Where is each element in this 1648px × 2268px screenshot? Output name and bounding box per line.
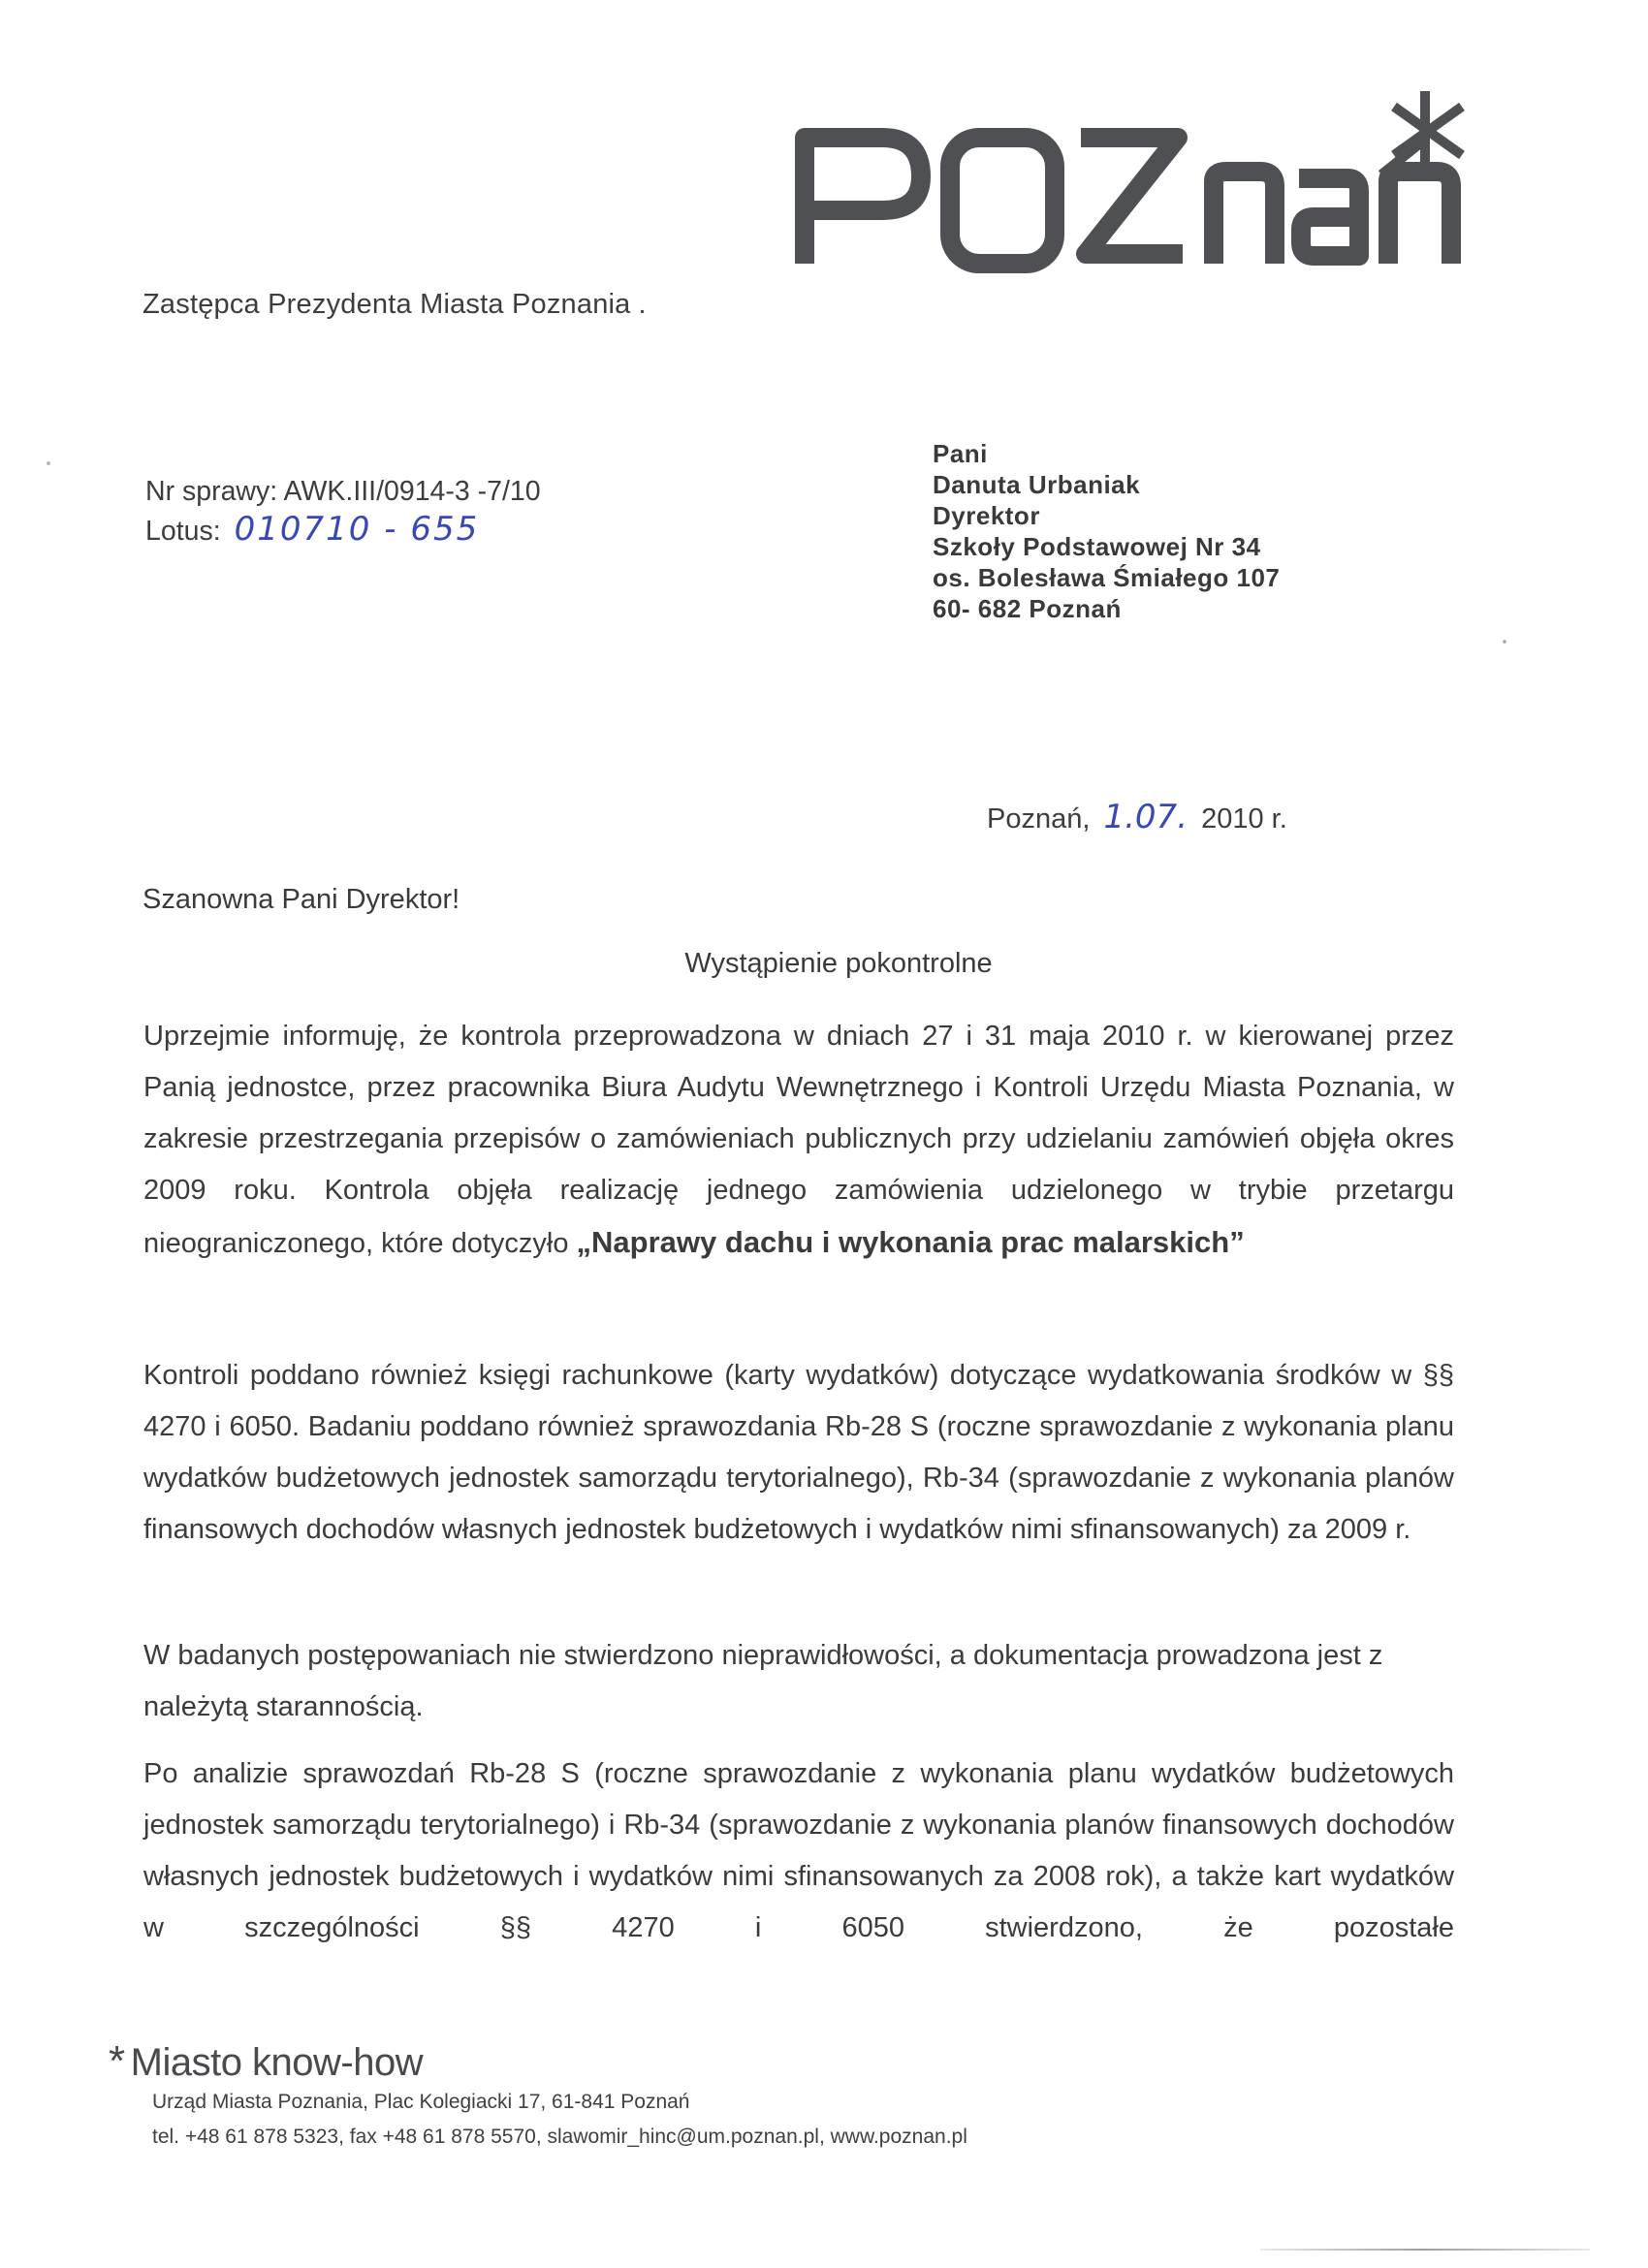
paragraph-4-text: Po analizie sprawozdań Rb-28 S (roczne sprawozdanie z wykonania planu wydatków budżetowych jednostek samorządu terytorialnego) i Rb-34 (sprawozdanie z wykonania planów finansowych dochodów własnych jednostek budżetowych i wydatków nimi sfinansowanych za 2008 rok), a także kart wydatków w szczególności §§ 4270 i 6050 stwierdzono, że pozostałe (143, 1758, 1454, 1943)
scan-speck (47, 461, 50, 465)
poznan-logo-graphic (795, 89, 1474, 273)
scan-edge-line (1260, 2249, 1590, 2251)
lotus-line (145, 511, 541, 551)
recipient-position: Dyrektor (933, 501, 1040, 530)
lotus-handwritten-value: 010710 - 655 (234, 510, 480, 549)
recipient-name: Danuta Urbaniak (933, 470, 1141, 499)
sender-trailing-mark: . (638, 289, 647, 320)
date-place: Poznań, (987, 803, 1091, 835)
paragraph-3-text: W badanych postępowaniach nie stwierdzono nieprawidłowości, a dokumentacja prowadzona jest z należytą starannością. (143, 1640, 1383, 1722)
case-number-line (145, 473, 541, 511)
letter-date (987, 798, 1287, 836)
poznan-logo (795, 89, 1474, 273)
case-number-value: AWK.III/0914-3 -7/10 (283, 476, 541, 507)
body-paragraph-4 (143, 1748, 1454, 1954)
footer-tagline (109, 2037, 423, 2086)
recipient-city: 60- 682 Poznań (933, 594, 1122, 623)
body-paragraph-3 (143, 1630, 1433, 1733)
body-paragraph-2 (143, 1350, 1454, 1556)
asterisk-icon: * (109, 2037, 125, 2085)
date-handwritten: 1.07. (1103, 798, 1188, 836)
recipient-salutation: Pani (933, 439, 988, 468)
tagline-text: Miasto know-how (130, 2041, 424, 2084)
recipient-street: os. Bolesława Śmiałego 107 (933, 563, 1281, 592)
paragraph-1-subject: „Naprawy dachu i wykonania prac malarskich” (576, 1225, 1245, 1259)
recipient-address (933, 438, 1280, 624)
salutation: Szanowna Pani Dyrektor! (143, 884, 460, 915)
footer-address: Urząd Miasta Poznania, Plac Kolegiacki 17, 61-841 Poznań (152, 2091, 690, 2113)
case-info (145, 473, 541, 551)
footer-contact: tel. +48 61 878 5323, fax +48 61 878 5570, slawomir_hinc@um.poznan.pl, www.poznan.pl (152, 2126, 967, 2148)
case-number-label: Nr sprawy: (145, 476, 278, 507)
letter-title: Wystąpienie pokontrolne (684, 948, 993, 979)
date-year: 2010 r. (1201, 803, 1287, 835)
body-paragraph-1 (143, 1011, 1454, 1270)
sender-title (143, 289, 647, 321)
sender-name: Zastępca Prezydenta Miasta Poznania (143, 289, 631, 320)
lotus-label: Lotus: (145, 516, 221, 547)
asterisk-icon (1381, 91, 1462, 174)
scan-speck (1503, 640, 1506, 644)
paragraph-1-text: Uprzejmie informuję, że kontrola przeprowadzona w dniach 27 i 31 maja 2010 r. w kierowanej przez Panią jednostce, przez pracownika Biura Audytu Wewnętrznego i Kontroli Urzędu Miasta Poznania, w zakresie przestrzegania przepisów o zamówieniach publicznych przy udzielaniu zamówień objęła okres 2009 roku. Kontrola objęła realizację jednego zamówienia udzielonego w trybie przetargu nieograniczonego, które dotyczyło (143, 1021, 1454, 1259)
paragraph-2-text: Kontroli poddano również księgi rachunkowe (karty wydatków) dotyczące wydatkowania środków w §§ 4270 i 6050. Badaniu poddano również sprawozdania Rb-28 S (roczne sprawozdanie z wykonania planu wydatków budżetowych jednostek samorządu terytorialnego), Rb-34 (sprawozdanie z wykonania planów finansowych dochodów własnych jednostek budżetowych i wydatków nimi sfinansowanych) za 2009 r. (143, 1360, 1454, 1545)
recipient-institution: Szkoły Podstawowej Nr 34 (933, 532, 1261, 561)
